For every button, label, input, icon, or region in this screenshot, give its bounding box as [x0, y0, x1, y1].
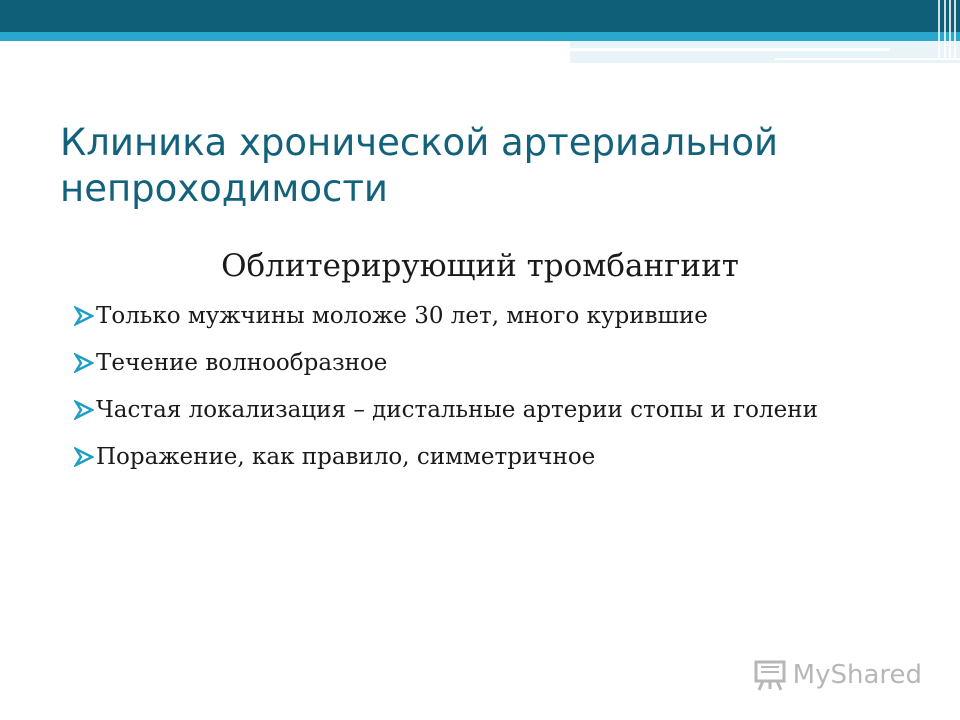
list-item-text: Поражение, как правило, симметричное: [96, 444, 596, 470]
list-item-text: Течение волнообразное: [96, 350, 388, 376]
top-banner-stripes: [934, 0, 960, 60]
presentation-board-icon: [753, 658, 787, 692]
slide-title: Клиника хронической артериальной непроходимости: [60, 121, 779, 210]
top-banner-accent: [0, 32, 960, 41]
list-item-text: Только мужчины моложе 30 лет, много курившие: [96, 303, 708, 329]
arrow-bullet-icon: [74, 353, 94, 373]
list-item-text: Частая локализация – дистальные артерии стопы и голени: [96, 397, 818, 423]
top-banner-line: [570, 48, 890, 51]
watermark-text: MyShared: [792, 660, 922, 690]
watermark: [753, 658, 922, 692]
list-item: [74, 300, 894, 333]
slide-subheading: Облитерирующий тромбангиит: [221, 248, 739, 284]
list-item: [74, 441, 894, 474]
top-banner-line: [775, 58, 960, 60]
arrow-bullet-icon: [74, 447, 94, 467]
arrow-bullet-icon: [74, 400, 94, 420]
top-banner: [0, 0, 960, 32]
bullet-list: [74, 300, 894, 488]
list-item: [74, 394, 894, 427]
list-item: [74, 347, 894, 380]
arrow-bullet-icon: [74, 306, 94, 326]
